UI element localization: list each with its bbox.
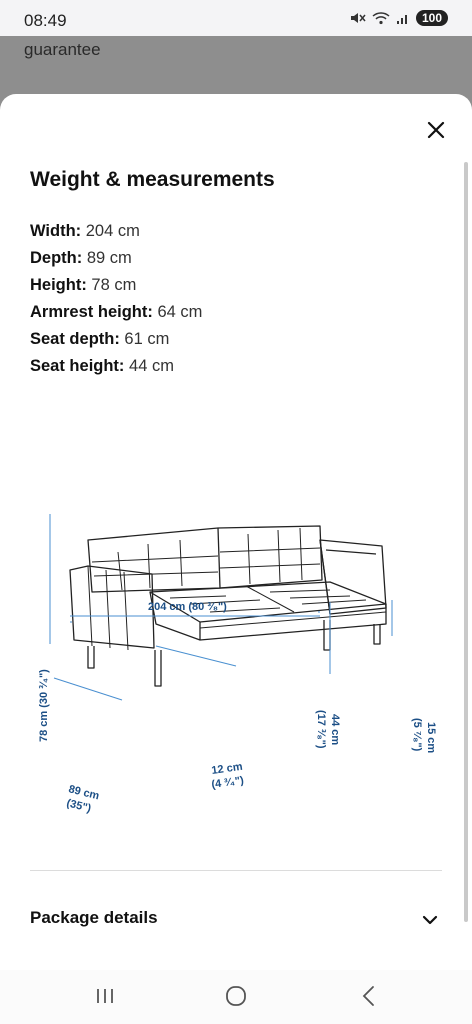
home-button[interactable] xyxy=(223,984,249,1008)
back-button[interactable] xyxy=(356,984,382,1008)
clearance-label: 15 cm xyxy=(425,722,437,754)
recent-apps-icon xyxy=(92,984,118,1008)
specs-list xyxy=(30,218,202,380)
spec-value: 44 cm xyxy=(124,357,174,375)
status-icons xyxy=(350,10,448,26)
spec-label: Seat height: xyxy=(30,357,125,375)
spec-label: Depth: xyxy=(30,249,83,267)
height-dimension-label: 78 cm (30 ³⁄₄") xyxy=(38,669,50,742)
spec-depth xyxy=(30,245,202,272)
navigation-bar xyxy=(0,970,472,1024)
sheet-title: Weight & measurements xyxy=(30,168,275,191)
sofa-leg xyxy=(324,620,330,650)
spec-height xyxy=(30,272,202,299)
spec-seat-height xyxy=(30,353,202,380)
section-divider xyxy=(30,870,442,871)
spec-label: Seat depth: xyxy=(30,330,120,348)
sofa-dimension-diagram xyxy=(30,500,450,815)
package-details-label: Package details xyxy=(30,908,158,927)
spec-value: 64 cm xyxy=(152,303,203,321)
depth-dimension-label-imperial: (35") xyxy=(65,797,93,815)
spec-label: Height: xyxy=(30,276,87,294)
seat-height-label-imperial: (17 ³⁄₈") xyxy=(315,710,327,749)
spec-value: 89 cm xyxy=(82,249,132,267)
battery-indicator: 100 xyxy=(416,10,448,26)
sofa-back xyxy=(88,526,322,592)
signal-icon xyxy=(396,11,410,25)
recent-apps-button[interactable] xyxy=(92,984,118,1008)
spec-label: Width: xyxy=(30,222,82,240)
sofa-leg xyxy=(155,650,161,686)
wifi-icon xyxy=(372,11,390,25)
close-button[interactable] xyxy=(424,118,448,142)
scrollbar[interactable] xyxy=(464,162,468,922)
package-details-row[interactable] xyxy=(0,898,472,948)
leg-dimension-label: 12 cm xyxy=(210,760,244,777)
sofa-leg xyxy=(374,624,380,644)
status-time: 08:49 xyxy=(24,11,67,30)
status-bar xyxy=(0,0,472,36)
measurements-sheet xyxy=(0,94,472,970)
spec-value: 61 cm xyxy=(119,330,170,348)
mute-icon xyxy=(350,11,366,25)
spec-label: Armrest height: xyxy=(30,303,153,321)
background-page-text: guarantee xyxy=(24,40,101,59)
spec-seat-depth xyxy=(30,326,202,353)
clearance-label-imperial: (5 ⁷⁄₈") xyxy=(411,718,423,752)
seat-height-label: 44 cm xyxy=(329,714,341,746)
leg-dimension-label-imperial: (4 ³⁄₄") xyxy=(210,774,245,791)
spec-armrest-height xyxy=(30,299,202,326)
spec-width xyxy=(30,218,202,245)
spec-value: 204 cm xyxy=(81,222,140,240)
home-icon xyxy=(223,984,249,1008)
chevron-down-icon xyxy=(422,914,438,926)
depth-dimension-line xyxy=(54,678,122,700)
width-dimension-label: 204 cm (80 ³⁄₈") xyxy=(148,601,227,613)
leg-dimension-line xyxy=(156,646,236,666)
spec-value: 78 cm xyxy=(86,276,137,294)
back-icon xyxy=(356,984,382,1008)
sofa-leg xyxy=(88,646,94,668)
sofa-left-armrest xyxy=(70,566,154,648)
depth-dimension-label: 89 cm xyxy=(67,783,101,803)
close-icon xyxy=(424,118,448,142)
background-page xyxy=(0,36,472,100)
